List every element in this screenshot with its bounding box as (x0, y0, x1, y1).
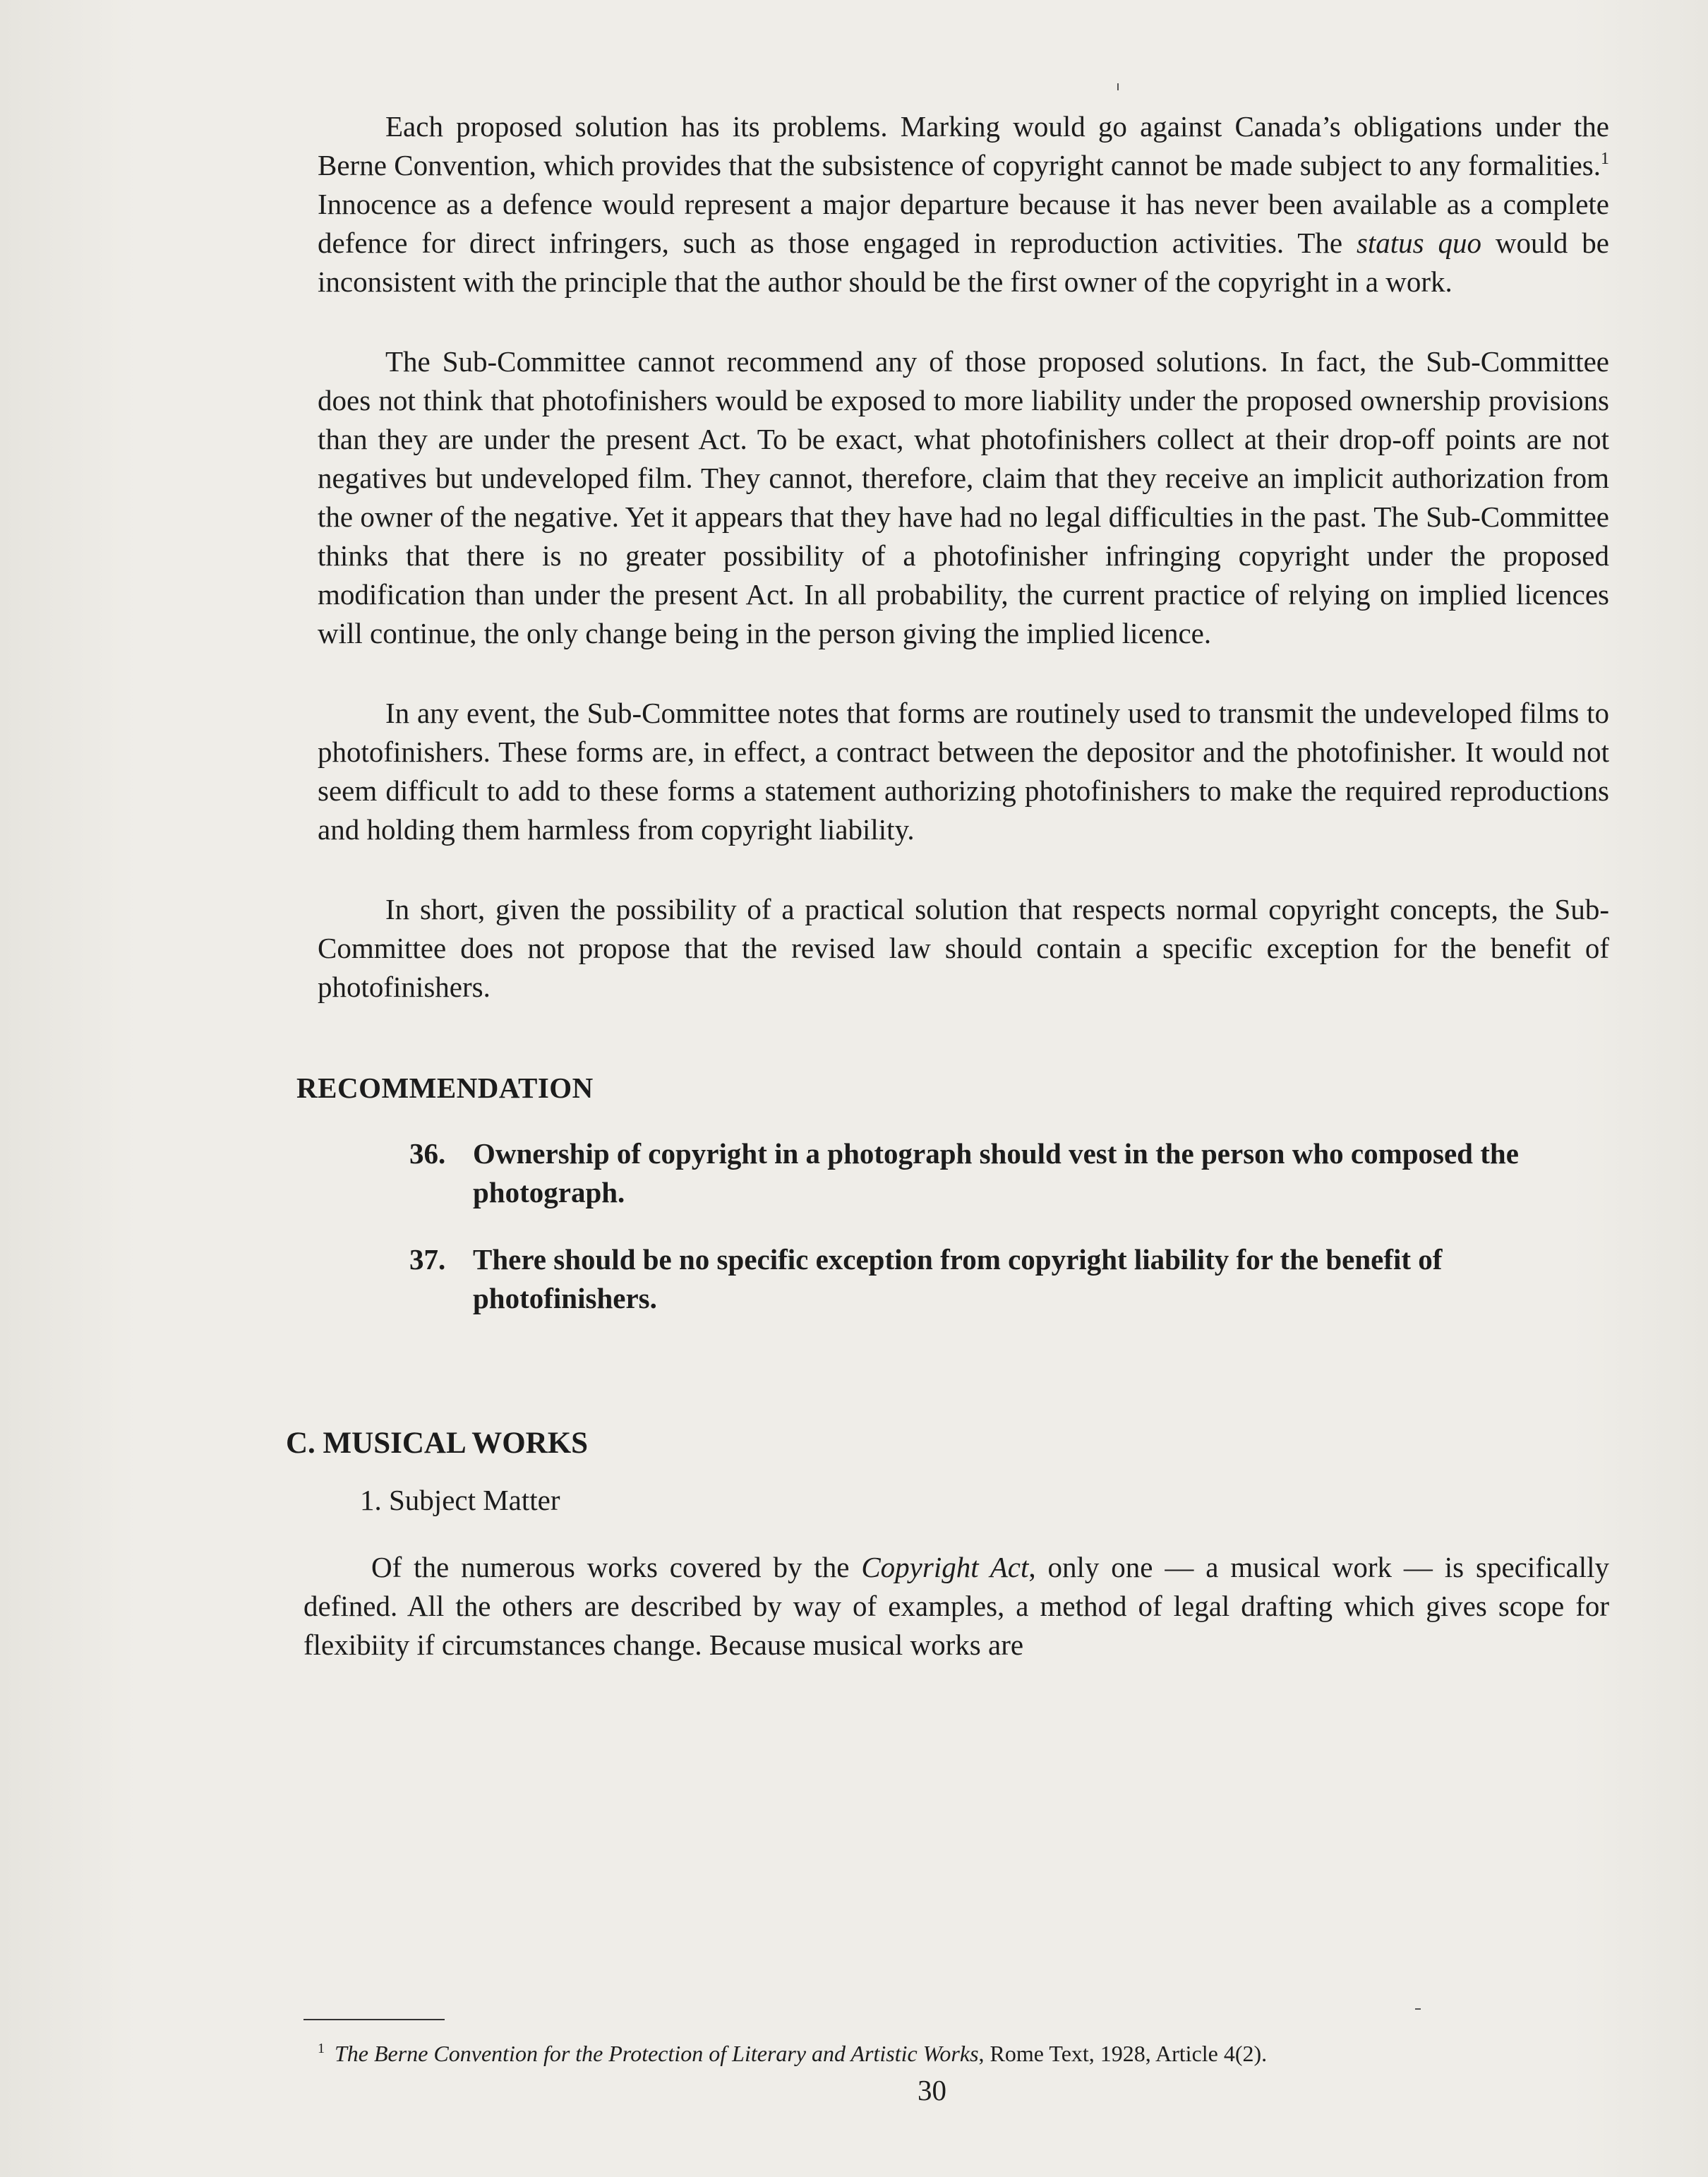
footnote-mark: 1 (318, 2041, 325, 2056)
italic-phrase: Copyright Act (861, 1551, 1029, 1583)
recommendation-text: There should be no specific exception from copyright liability for the benefit of photofinishers. (473, 1243, 1443, 1314)
recommendation-number: 37. (409, 1243, 446, 1276)
recommendation-text: Ownership of copyright in a photograph should vest in the person who composed the photograph. (473, 1137, 1519, 1209)
paragraph-proposed-solutions (318, 107, 1609, 301)
paragraph-musical-works (303, 1548, 1609, 1665)
paragraph-forms: In any event, the Sub-Committee notes that forms are routinely used to transmit the undeveloped films to photofinishers. These forms are, in effect, a contract between the depositor and the photofinisher. It would not seem difficult to add to these forms a statement authorizing photofinishers to make the required reproductions and holding them harmless from copyright liability. (318, 697, 1609, 846)
paragraph-text: Each proposed solution has its problems. Marking would go against Canada’s obligations under the Berne Convention, which provides that the subsistence of copyright cannot be made subject to any formalities. (318, 110, 1609, 181)
paragraph-text: would be inconsistent with the principle that the author should be the first owner of the copyright in a work. (318, 227, 1609, 298)
footnote-text: , Rome Text, 1928, Article 4(2). (978, 2041, 1268, 2066)
paragraph-text: Of the numerous works covered by the (371, 1551, 862, 1583)
recommendation-37 (318, 1240, 1609, 1318)
italic-phrase: status quo (1356, 227, 1482, 259)
recommendation-number: 36. (409, 1137, 446, 1170)
paragraph-sub-committee: The Sub-Committee cannot recommend any of those proposed solutions. In fact, the Sub-Committee does not think that photofinishers would be exposed to more liability under the proposed ownership provisions than they are under the present Act. To be exact, what photofinishers collect at their drop-off points are not negatives but undeveloped film. They cannot, therefore, claim that they receive an implicit authorization from the owner of the negative. Yet it appears that they have had no legal difficulties in the past. The Sub-Committee thinks that there is no greater possibility of a photofinisher infringing copyright under the proposed modification than under the present Act. In all probability, the current practice of relying on implied licences will continue, the only change being in the person giving the implied licence. (318, 345, 1609, 649)
subject-matter-subheading: 1. Subject Matter (360, 1484, 560, 1516)
footnote-reference: 1 (1601, 150, 1609, 168)
footnote (318, 2033, 1602, 2069)
footnote-title: The Berne Convention for the Protection of Literary and Artistic Works (335, 2041, 979, 2066)
paragraph-text: , only one — a musical work — is specifically defined. All the others are described by way of examples, a method of legal drafting which gives scope for flexibiity if circumstances change. Because musical works are (303, 1551, 1609, 1661)
page-number: 30 (918, 2074, 946, 2106)
paragraph-text: Innocence as a defence would represent a major departure because it has never been available as a complete defence for direct infringers, such as those engaged in reproduction activities. The (318, 188, 1609, 259)
recommendation-36 (318, 1134, 1609, 1212)
recommendation-heading: RECOMMENDATION (296, 1072, 594, 1104)
main-text (286, 107, 1609, 1705)
paragraph-in-short: In short, given the possibility of a practical solution that respects normal copyright concepts, the Sub-Committee does not propose that the revised law should contain a specific exception for the benefit of photofinishers. (318, 893, 1609, 1003)
section-c-heading: C. MUSICAL WORKS (286, 1427, 589, 1460)
footnote-divider (303, 2019, 445, 2020)
scan-mark (1415, 2008, 1421, 2010)
scan-mark (1117, 83, 1119, 90)
